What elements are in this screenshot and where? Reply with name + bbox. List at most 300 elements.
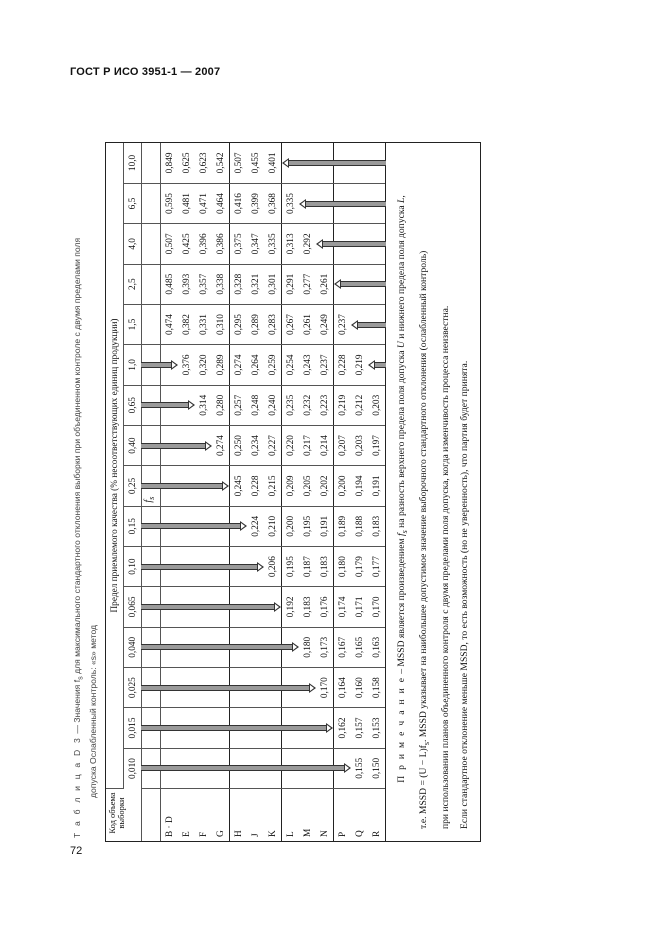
value-cell: 0,507 xyxy=(230,143,248,183)
table-row xyxy=(178,143,195,841)
arrow-cell xyxy=(368,224,385,264)
arrow-shaft xyxy=(141,443,161,449)
value-cell: 0,215 xyxy=(264,466,282,506)
column-header: 0,40 xyxy=(124,425,142,465)
value-cell: 0,376 xyxy=(178,345,195,385)
value-cell: 0,393 xyxy=(178,264,195,304)
value-cell: 0,209 xyxy=(282,466,300,506)
arrow-cell xyxy=(230,748,248,788)
arrow-cell xyxy=(178,546,195,586)
value-cell: 0,217 xyxy=(299,425,316,465)
value-cell: 0,167 xyxy=(334,627,352,667)
arrow-down-icon xyxy=(292,642,299,652)
arrow-shaft xyxy=(160,362,171,368)
arrow-down-icon xyxy=(309,683,316,693)
arrow-cell xyxy=(334,183,352,223)
value-cell: 0,277 xyxy=(299,264,316,304)
table-row xyxy=(282,143,300,841)
table-row xyxy=(316,143,334,841)
document-header: ГОСТ Р ИСО 3951-1 — 2007 xyxy=(70,66,221,78)
value-cell: 0,849 xyxy=(161,143,179,183)
table-row xyxy=(212,143,230,841)
arrow-down-icon xyxy=(274,602,281,612)
arrow-cell xyxy=(212,506,230,546)
value-cell: 0,153 xyxy=(368,708,385,748)
value-cell: 0,274 xyxy=(230,345,248,385)
value-cell: 0,183 xyxy=(368,506,385,546)
arrow-cell xyxy=(264,627,282,667)
arrow-shaft xyxy=(263,644,282,650)
arrow-cell xyxy=(161,587,179,627)
arrow-shaft xyxy=(211,564,230,570)
column-header: 2,5 xyxy=(124,264,142,304)
fs-cell xyxy=(142,708,161,748)
value-cell: 0,464 xyxy=(212,183,230,223)
value-cell: 0,237 xyxy=(334,304,352,344)
arrow-up-icon xyxy=(299,199,306,209)
table-row xyxy=(195,143,212,841)
value-cell: 0,150 xyxy=(368,748,385,788)
fs-cell xyxy=(142,143,161,183)
arrow-cell xyxy=(178,466,195,506)
arrow-shaft xyxy=(141,604,161,610)
arrow-cell xyxy=(212,748,230,788)
value-cell: 0,289 xyxy=(247,304,264,344)
arrow-up-icon xyxy=(351,320,358,330)
value-cell: 0,474 xyxy=(161,304,179,344)
note-symbol-l: L xyxy=(396,197,407,203)
fs-cell xyxy=(142,183,161,223)
table-row xyxy=(264,143,282,841)
column-header: 0,025 xyxy=(124,667,142,707)
arrow-shaft xyxy=(315,725,326,731)
arrow-up-icon xyxy=(282,158,289,168)
arrow-cell xyxy=(161,627,179,667)
arrow-shaft xyxy=(367,160,386,166)
value-cell: 0,206 xyxy=(264,546,282,586)
column-header: 0,040 xyxy=(124,627,142,667)
arrow-up-icon xyxy=(368,360,375,370)
value-cell: 0,237 xyxy=(316,345,334,385)
arrow-shaft xyxy=(315,765,334,771)
arrow-cell xyxy=(282,627,300,667)
value-cell: 0,335 xyxy=(264,224,282,264)
value-cell: 0,382 xyxy=(178,304,195,344)
value-cell: 0,191 xyxy=(368,466,385,506)
arrow-shaft xyxy=(263,765,282,771)
arrow-shaft xyxy=(141,402,161,408)
column-header-row xyxy=(124,143,142,841)
arrow-cell xyxy=(161,345,179,385)
value-cell: 0,183 xyxy=(316,546,334,586)
arrow-cell xyxy=(247,748,264,788)
arrow-cell xyxy=(195,425,212,465)
value-cell: 0,227 xyxy=(264,425,282,465)
column-header: 0,065 xyxy=(124,587,142,627)
caption-text-rest: для максимального стандартного отклонения выборки при объединенном контроле с двумя пределами поля xyxy=(72,237,82,677)
value-cell: 0,347 xyxy=(247,224,264,264)
arrow-cell xyxy=(264,667,282,707)
arrow-cell xyxy=(230,667,248,707)
arrow-shaft xyxy=(211,725,230,731)
aql-header: Предел приемлемого качества (% несоответствующих единиц продукции) xyxy=(106,143,124,789)
fs-cell xyxy=(142,587,161,627)
sample-size-code: G xyxy=(215,830,226,837)
fs-cell xyxy=(142,748,161,788)
arrow-shaft xyxy=(141,685,161,691)
value-cell: 0,170 xyxy=(316,667,334,707)
arrow-cell xyxy=(247,708,264,748)
value-cell: 0,155 xyxy=(351,748,368,788)
arrow-cell xyxy=(161,506,179,546)
table-row xyxy=(368,143,385,841)
table-row xyxy=(247,143,264,841)
value-cell: 0,165 xyxy=(351,627,368,667)
value-cell: 0,210 xyxy=(264,506,282,546)
note-text: и нижнего предела поля допуска xyxy=(396,202,407,342)
value-cell: 0,176 xyxy=(316,587,334,627)
value-cell: 0,623 xyxy=(195,143,212,183)
arrow-cell xyxy=(178,385,195,425)
arrow-cell xyxy=(195,748,212,788)
arrow-down-icon xyxy=(326,723,333,733)
value-cell: 0,292 xyxy=(299,224,316,264)
arrow-shaft xyxy=(141,564,161,570)
value-cell: 0,396 xyxy=(195,224,212,264)
arrow-cell xyxy=(299,183,316,223)
value-cell: 0,301 xyxy=(264,264,282,304)
column-header: 4,0 xyxy=(124,224,142,264)
arrow-cell xyxy=(195,466,212,506)
fs-row xyxy=(142,143,161,841)
arrow-cell xyxy=(282,748,300,788)
arrow-cell xyxy=(212,627,230,667)
arrow-cell xyxy=(195,506,212,546)
value-cell: 0,259 xyxy=(264,345,282,385)
value-cell: 0,158 xyxy=(368,667,385,707)
arrow-shaft xyxy=(141,725,161,731)
column-header: 6,5 xyxy=(124,183,142,223)
value-cell: 0,267 xyxy=(282,304,300,344)
arrow-cell xyxy=(351,224,368,264)
arrow-cell xyxy=(316,748,334,788)
value-cell: 0,197 xyxy=(368,425,385,465)
arrow-cell xyxy=(212,546,230,586)
arrow-cell xyxy=(368,183,385,223)
arrow-cell xyxy=(282,143,300,183)
arrow-shaft xyxy=(141,523,161,529)
value-cell: 0,328 xyxy=(230,264,248,304)
fs-cell xyxy=(142,627,161,667)
value-cell: 0,170 xyxy=(368,587,385,627)
value-cell: 0,261 xyxy=(299,304,316,344)
value-cell: 0,250 xyxy=(230,425,248,465)
arrow-cell xyxy=(264,708,282,748)
arrow-cell xyxy=(161,385,179,425)
value-cell: 0,223 xyxy=(316,385,334,425)
column-header: 0,65 xyxy=(124,385,142,425)
arrow-cell xyxy=(195,546,212,586)
note-text: Если стандартное отклонение меньше MSSD, то есть возможность (но не уверенность), что партия будет принята. xyxy=(458,360,470,829)
arrow-cell xyxy=(212,708,230,748)
arrow-cell xyxy=(178,506,195,546)
sample-size-code: P xyxy=(334,789,352,842)
sample-size-code: Q xyxy=(354,830,365,837)
arrow-up-icon xyxy=(316,239,323,249)
arrow-cell xyxy=(178,425,195,465)
table-row xyxy=(299,143,316,841)
arrow-down-icon xyxy=(257,562,264,572)
value-cell: 0,386 xyxy=(212,224,230,264)
value-cell: 0,173 xyxy=(316,627,334,667)
arrow-cell xyxy=(368,264,385,304)
arrow-cell xyxy=(368,143,385,183)
arrow-cell xyxy=(299,143,316,183)
sample-size-code: E xyxy=(181,831,192,837)
value-cell: 0,195 xyxy=(299,506,316,546)
table-body xyxy=(142,143,386,841)
arrow-shaft xyxy=(315,201,334,207)
arrow-shaft xyxy=(211,765,230,771)
arrow-shaft xyxy=(367,241,386,247)
value-cell: 0,220 xyxy=(282,425,300,465)
arrow-shaft xyxy=(141,644,161,650)
arrow-shaft xyxy=(194,443,205,449)
arrow-cell xyxy=(351,304,368,344)
value-cell: 0,219 xyxy=(334,385,352,425)
value-cell: 0,174 xyxy=(334,587,352,627)
value-cell: 0,207 xyxy=(334,425,352,465)
arrow-cell xyxy=(334,224,352,264)
sample-size-code: B · D xyxy=(161,789,179,842)
arrow-cell xyxy=(334,264,352,304)
value-cell: 0,335 xyxy=(282,183,300,223)
arrow-cell xyxy=(282,667,300,707)
arrow-shaft xyxy=(177,402,188,408)
value-cell: 0,481 xyxy=(178,183,195,223)
sample-size-code: F xyxy=(198,831,209,837)
arrow-shaft xyxy=(211,483,222,489)
fs-cell xyxy=(142,264,161,304)
arrow-shaft xyxy=(263,685,282,691)
caption-label: Т а б л и ц а D 3 xyxy=(72,736,82,838)
value-cell: 0,401 xyxy=(264,143,282,183)
value-cell: 0,177 xyxy=(368,546,385,586)
arrow-cell xyxy=(316,708,334,748)
arrow-cell xyxy=(230,506,248,546)
table-row xyxy=(230,143,248,841)
note-text: т.е. MSSD = (U − L)f xyxy=(417,745,429,829)
arrow-down-icon xyxy=(240,521,247,531)
value-cell: 0,189 xyxy=(334,506,352,546)
arrow-cell xyxy=(195,627,212,667)
value-cell: 0,188 xyxy=(351,506,368,546)
note-text: при использовании планов объединенного контроля с двумя пределами поля допуска, когда изменчивость процесса неизвестна. xyxy=(439,305,451,829)
arrow-cell xyxy=(178,748,195,788)
value-cell: 0,200 xyxy=(334,466,352,506)
rotated-table-block xyxy=(65,140,470,842)
arrow-down-icon xyxy=(188,400,195,410)
sample-size-code: L xyxy=(282,789,300,842)
value-cell: 0,157 xyxy=(351,708,368,748)
value-cell: 0,248 xyxy=(247,385,264,425)
sample-size-code: J xyxy=(250,833,261,837)
column-header: 10,0 xyxy=(124,143,142,183)
note-text: на разность верхнего предела поля допуска xyxy=(396,348,407,531)
arrow-cell xyxy=(212,466,230,506)
fs-cell xyxy=(142,667,161,707)
value-cell: 0,283 xyxy=(264,304,282,344)
arrow-shaft xyxy=(333,765,344,771)
arrow-cell xyxy=(351,264,368,304)
value-cell: 0,368 xyxy=(264,183,282,223)
value-cell: 0,321 xyxy=(247,264,264,304)
code-header: Код объема выборки xyxy=(106,789,142,842)
arrow-cell xyxy=(161,546,179,586)
table-frame xyxy=(105,142,481,842)
sample-size-code: R xyxy=(371,830,382,837)
sample-size-code: K xyxy=(267,830,278,837)
value-cell: 0,203 xyxy=(351,425,368,465)
arrow-down-icon xyxy=(205,441,212,451)
arrow-cell xyxy=(212,587,230,627)
arrow-cell xyxy=(230,708,248,748)
fs-cell xyxy=(142,425,161,465)
value-cell: 0,357 xyxy=(195,264,212,304)
value-cell: 0,162 xyxy=(334,708,352,748)
table-row xyxy=(334,143,352,841)
table-row xyxy=(161,143,179,841)
value-cell: 0,164 xyxy=(334,667,352,707)
column-header: 0,015 xyxy=(124,708,142,748)
value-cell: 0,310 xyxy=(212,304,230,344)
value-cell: 0,375 xyxy=(230,224,248,264)
arrow-cell xyxy=(161,748,179,788)
value-cell: 0,163 xyxy=(368,627,385,667)
fs-cell xyxy=(142,546,161,586)
arrow-cell xyxy=(368,304,385,344)
value-cell: 0,542 xyxy=(212,143,230,183)
value-cell: 0,291 xyxy=(282,264,300,304)
value-cell: 0,171 xyxy=(351,587,368,627)
arrow-shaft xyxy=(211,685,230,691)
note-symbol-u: U xyxy=(396,341,407,349)
value-cell: 0,179 xyxy=(351,546,368,586)
value-cell: 0,192 xyxy=(282,587,300,627)
arrow-cell xyxy=(195,667,212,707)
value-cell: 0,399 xyxy=(247,183,264,223)
note-text: – MSSD является произведением xyxy=(396,536,407,677)
value-cell: 0,234 xyxy=(247,425,264,465)
value-cell: 0,455 xyxy=(247,143,264,183)
caption-sub: s xyxy=(76,676,85,680)
arrow-cell xyxy=(178,587,195,627)
value-cell: 0,425 xyxy=(178,224,195,264)
value-cell: 0,625 xyxy=(178,143,195,183)
arrow-cell xyxy=(299,748,316,788)
value-cell: 0,485 xyxy=(161,264,179,304)
arrow-cell xyxy=(334,143,352,183)
value-cell: 0,249 xyxy=(316,304,334,344)
value-cell: 0,200 xyxy=(282,506,300,546)
caption-line2: допуска Ослабленный контроль: «s» метод xyxy=(87,624,98,798)
value-cell: 0,245 xyxy=(230,466,248,506)
arrow-cell xyxy=(178,627,195,667)
arrow-cell xyxy=(230,627,248,667)
value-cell: 0,257 xyxy=(230,385,248,425)
value-cell: 0,202 xyxy=(316,466,334,506)
value-cell: 0,240 xyxy=(264,385,282,425)
arrow-cell xyxy=(161,708,179,748)
arrow-cell xyxy=(195,708,212,748)
value-cell: 0,313 xyxy=(282,224,300,264)
fs-symbol xyxy=(143,497,158,503)
sample-size-code: H xyxy=(230,789,248,842)
arrow-cell xyxy=(178,667,195,707)
arrow-shaft xyxy=(211,523,230,529)
value-cell: 0,254 xyxy=(282,345,300,385)
fs-cell xyxy=(142,304,161,344)
table-caption xyxy=(65,140,105,842)
arrow-shaft xyxy=(141,765,161,771)
fs-cell xyxy=(142,345,161,385)
arrow-cell xyxy=(247,667,264,707)
value-cell: 0,235 xyxy=(282,385,300,425)
arrow-cell xyxy=(161,667,179,707)
arrow-cell xyxy=(230,546,248,586)
value-cell: 0,195 xyxy=(282,546,300,586)
value-cell: 0,295 xyxy=(230,304,248,344)
arrow-cell xyxy=(230,587,248,627)
arrow-cell xyxy=(161,466,179,506)
arrow-cell xyxy=(316,224,334,264)
value-cell: 0,416 xyxy=(230,183,248,223)
arrow-cell xyxy=(264,748,282,788)
column-header: 0,10 xyxy=(124,546,142,586)
fs-table xyxy=(106,143,385,841)
arrow-cell xyxy=(161,425,179,465)
column-header: 1,5 xyxy=(124,304,142,344)
value-cell: 0,232 xyxy=(299,385,316,425)
value-cell: 0,212 xyxy=(351,385,368,425)
arrow-cell xyxy=(316,143,334,183)
value-cell: 0,194 xyxy=(351,466,368,506)
arrow-cell xyxy=(247,627,264,667)
table-note: П р и м е ч а н и е – MSSD является произведением $f_s$ на разность верхнего предела поля допуска U и нижнего предела поля допуска L, т.е. MSSD = $(U - L)f_s$. MSSD указывает на наибольшее допустимое значение выборочного стандартного отклонения (ослабленный контроль) при использовании планов объединенного контроля с двумя пределами поля допуска, когда изменчивость процесса неизвестна. Если стандартное отклонение меньше MSSD, то есть возможность (но не уверенность), что партия будет принята. xyxy=(385,143,480,841)
arrow-cell xyxy=(334,748,352,788)
column-header: 0,15 xyxy=(124,506,142,546)
value-cell: 0,280 xyxy=(212,385,230,425)
arrow-down-icon xyxy=(171,360,178,370)
column-header: 0,25 xyxy=(124,466,142,506)
arrow-cell xyxy=(316,183,334,223)
sample-size-code: M xyxy=(302,828,313,837)
value-cell: 0,331 xyxy=(195,304,212,344)
value-cell: 0,338 xyxy=(212,264,230,304)
fs-symbol: f xyxy=(143,499,154,503)
arrow-cell xyxy=(212,667,230,707)
arrow-cell xyxy=(195,587,212,627)
note-label: П р и м е ч а н и е xyxy=(396,676,407,783)
arrow-down-icon xyxy=(222,481,229,491)
column-header: 1,0 xyxy=(124,345,142,385)
value-cell: 0,314 xyxy=(195,385,212,425)
value-cell: 0,160 xyxy=(351,667,368,707)
page-number: 72 xyxy=(70,845,83,857)
value-cell: 0,183 xyxy=(299,587,316,627)
arrow-shaft xyxy=(141,483,161,489)
value-cell: 0,228 xyxy=(247,466,264,506)
